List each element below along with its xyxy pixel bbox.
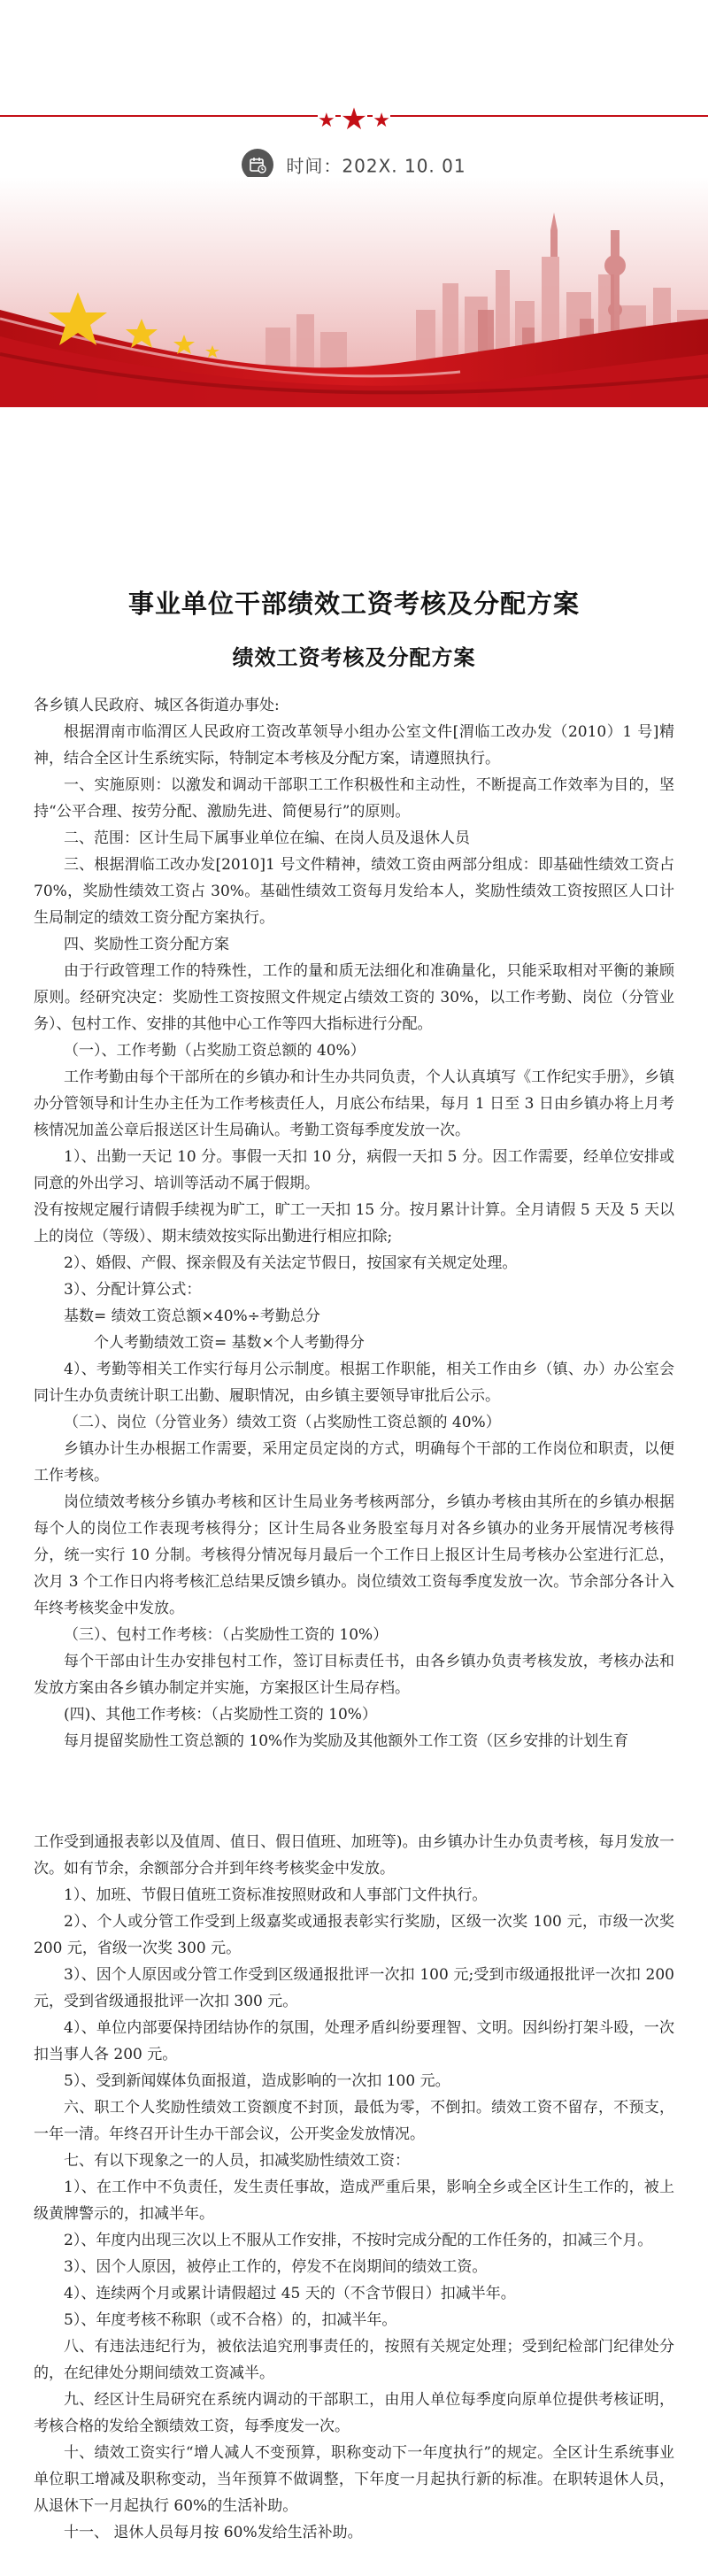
paragraph: 2）、婚假、产假、探亲假及有关法定节假日，按国家有关规定处理。: [64, 1254, 518, 1272]
paragraph: 1）、加班、节假日值班工资标准按照财政和人事部门文件执行。: [64, 1886, 488, 1904]
paragraph: 二、范围：区计生局下属事业单位在编、在岗人员及退休人员: [64, 829, 470, 847]
page-header: [0, 0, 708, 177]
paragraph: 没有按规定履行请假手续视为旷工，旷工一天扣 15 分。按月累计计算。全月请假 5 天及 5 天以上的岗位（等级）、期末绩效按实际出勤进行相应扣除;: [34, 1201, 674, 1246]
section-heading: (四)、其他工作考核：（占奖励性工资的 10%）: [64, 1706, 377, 1724]
main-title: 事业单位干部绩效工资考核及分配方案: [127, 589, 580, 619]
paragraph: 十、绩效工资实行“增人减人不变预算，职称变动下一年度执行”的规定。全区计生系统事业单位职工增减及职称变动，当年预算不做调整，下年度一月起执行新的标准。在职转退休人员，从退休下一月起执行 60%的生活补助。: [34, 2444, 674, 2515]
paragraph: 1）、在工作中不负责任，发生责任事故，造成严重后果，影响全乡或全区计生工作的，被上级黄牌警示的，扣减半年。: [34, 2179, 674, 2223]
section-heading: 七、有以下现象之一的人员，扣减奖励性绩效工资：: [64, 2152, 410, 2170]
paragraph: 4）、单位内部要保持团结协作的氛围，处理矛盾纠纷要理智、文明。因纠纷打架斗殴，一次扣当事人各 200 元。: [34, 2019, 674, 2063]
page-gap: [34, 1755, 674, 1829]
paragraph: 3）、因个人原因或分管工作受到区级通报批评一次扣 100 元;受到市级通报批评一次扣 200 元，受到省级通报批评一次扣 300 元。: [34, 1966, 674, 2010]
paragraph: 每月提留奖励性工资总额的 10%作为奖励及其他额外工作工资（区乡安排的计划生育: [64, 1732, 629, 1750]
paragraph: 4）、连续两个月或累计请假超过 45 天的（不含节假日）扣减半年。: [64, 2285, 516, 2302]
paragraph: 六、职工个人奖励性绩效工资额度不封顶，最低为零，不倒扣。绩效工资不留存，不预支，一年一清。年终召开计生办干部会议，公开奖金发放情况。: [34, 2099, 674, 2143]
banner-image: [0, 177, 708, 407]
paragraph: 3）、因个人原因，被停止工作的，停发不在岗期间的绩效工资。: [64, 2258, 488, 2276]
header-stars: [0, 102, 708, 137]
calendar-icon: [242, 149, 273, 181]
section-heading: 四、奖励性工资分配方案: [64, 936, 229, 953]
paragraph: 岗位绩效考核分乡镇办考核和区计生局业务考核两部分，乡镇办考核由其所在的乡镇办根据每个人的岗位工作表现考核得分；区计生局各业务股室每月对各乡镇办的业务开展情况考核得分，统一实行 10 分制。考核得分情况每月最后一个工作日上报区计生局考核办公室进行汇总，次月 3 个工作日内将考核汇总结果反馈乡镇办。岗位绩效工资每季度发放一次。节余部分各计入年终考核奖金中发放。: [34, 1493, 674, 1617]
paragraph: 5）、受到新闻媒体负面报道，造成影响的一次扣 100 元。: [64, 2072, 450, 2090]
paragraph: 工作考勤由每个干部所在的乡镇办和计生办共同负责，个人认真填写《工作纪实手册》，乡镇办分管领导和计生办主任为工作考核责任人，月底公布结果，每月 1 日至 3 日由乡镇办将上月考核情况加盖公章后报送区计生局确认。考勤工资每季度发放一次。: [34, 1068, 674, 1139]
paragraph: 4）、考勤等相关工作实行每月公示制度。根据工作职能，相关工作由乡（镇、办）办公室会同计生办负责统计职工出勤、履职情况，由乡镇主要领导审批后公示。: [34, 1361, 674, 1405]
paragraph: 每个干部由计生办安排包村工作，签订目标责任书，由各乡镇办负责考核发放，考核办法和发放方案由各乡镇办制定并实施，方案报区计生局存档。: [34, 1653, 674, 1697]
date-row: [0, 149, 708, 181]
paragraph: 2）、个人或分管工作受到上级嘉奖或通报表彰实行奖励，区级一次奖 100 元，市级一次奖 200 元，省级一次奖 300 元。: [34, 1913, 674, 1957]
formula-line: 基数= 绩效工资总额×40%÷考勤总分: [64, 1307, 320, 1325]
section-heading: （一）、工作考勤（占奖励工资总额的 40%）: [64, 1042, 366, 1060]
paragraph: 十一、 退休人员每月按 60%发给生活补助。: [64, 2524, 363, 2541]
formula-line: 个人考勤绩效工资= 基数×个人考勤得分: [94, 1334, 365, 1352]
document-body: [0, 584, 708, 2546]
salutation: 各乡镇人民政府、城区各街道办事处:: [34, 697, 280, 714]
sub-title: 绩效工资考核及分配方案: [232, 645, 476, 670]
paragraph: 2）、年度内出现三次以上不服从工作安排，不按时完成分配的工作任务的，扣减三个月。: [64, 2232, 653, 2249]
paragraph: 三、根据渭临工改办发[2010]1 号文件精神，绩效工资由两部分组成：即基础性绩效工资占 70%，奖励性绩效工资占 30%。基础性绩效工资每月发给本人，奖励性绩效工资按照区人口计生局制定的绩效工资分配方案执行。: [34, 856, 674, 927]
paragraph: 1）、出勤一天记 10 分。事假一天扣 10 分，病假一天扣 5 分。因工作需要，经单位安排或同意的外出学习、培训等活动不属于假期。: [34, 1148, 674, 1192]
star-icon: ★: [373, 110, 390, 132]
paragraph: 工作受到通报表彰以及值周、值日、假日值班、加班等)。由乡镇办计生办负责考核，每月发放一次。如有节余，余额部分合并到年终考核奖金中发放。: [34, 1833, 674, 1878]
star-icon: ★: [340, 102, 368, 137]
section-heading: （三）、包村工作考核：（占奖励性工资的 10%）: [64, 1626, 389, 1644]
paragraph: 一、实施原则：以激发和调动干部职工工作积极性和主动性，不断提高工作效率为目的，坚持“公平合理、按劳分配、激励先进、简便易行”的原则。: [34, 776, 674, 821]
paragraph: 3）、分配计算公式：: [64, 1281, 202, 1299]
paragraph: 根据渭南市临渭区人民政府工资改革领导小组办公室文件[渭临工改办发（2010）1 号]精神，结合全区计生系统实际，特制定本考核及分配方案，请遵照执行。: [34, 723, 674, 767]
paragraph: 九、经区计生局研究在系统内调动的干部职工，由用人单位每季度向原单位提供考核证明，考核合格的发给全额绩效工资，每季度发一次。: [34, 2391, 674, 2435]
paragraph: 乡镇办计生办根据工作需要，采用定员定岗的方式，明确每个干部的工作岗位和职责，以便工作考核。: [34, 1440, 674, 1485]
date-text: 时间：202X. 10. 01: [286, 155, 466, 177]
paragraph: 5）、年度考核不称职（或不合格）的，扣减半年。: [64, 2311, 397, 2329]
star-icon: ★: [318, 110, 335, 132]
paragraph: 八、有违法违纪行为，被依法追究刑事责任的，按照有关规定处理；受到纪检部门纪律处分的，在纪律处分期间绩效工资减半。: [34, 2338, 674, 2382]
section-heading: （二）、岗位（分管业务）绩效工资（占奖励性工资总额的 40%）: [64, 1414, 501, 1431]
paragraph: 由于行政管理工作的特殊性，工作的量和质无法细化和准确量化，只能采取相对平衡的兼顾原则。经研究决定：奖励性工资按照文件规定占绩效工资的 30%，以工作考勤、岗位（分管业务）、包村工作、安排的其他中心工作等四大指标进行分配。: [34, 962, 674, 1033]
